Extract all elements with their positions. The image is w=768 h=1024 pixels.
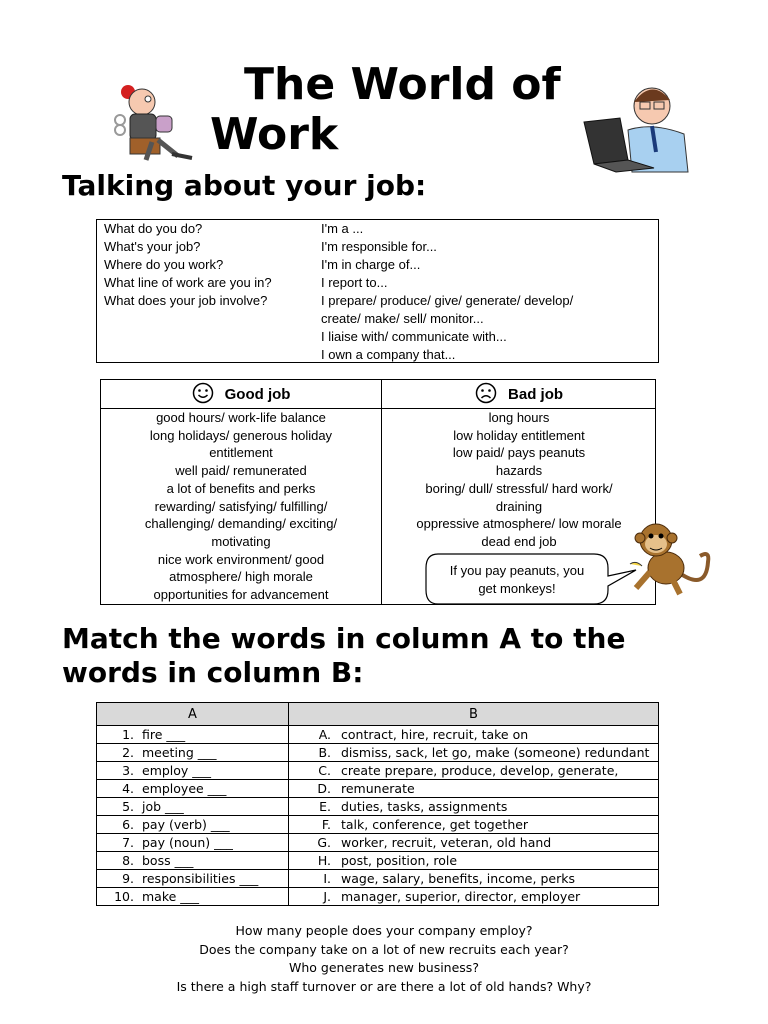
column-b-cell xyxy=(289,888,659,906)
column-b-words: dismiss, sack, let go, make (someone) redundant xyxy=(341,745,650,760)
answer-line: I liaise with/ communicate with... xyxy=(321,329,507,344)
answer-line: create/ make/ sell/ monitor... xyxy=(321,311,484,326)
column-a-word: pay (noun) ___ xyxy=(142,835,233,850)
column-a-header: A xyxy=(97,703,289,726)
answer-line: I'm a ... xyxy=(321,221,364,236)
discussion-question: Is there a high staff turnover or are there a lot of old hands? Why? xyxy=(176,978,592,994)
answer-line: I own a company that... xyxy=(321,347,456,362)
column-a-cell xyxy=(97,744,289,762)
questions-column xyxy=(104,220,272,310)
good-job-item: rewarding/ satisfying/ fulfilling/ xyxy=(154,498,328,514)
speech-bubble-line: get monkeys! xyxy=(478,581,556,596)
column-a-word: responsibilities ___ xyxy=(142,871,259,886)
row-letter: E. xyxy=(319,799,331,814)
discussion-question: Does the company take on a lot of new recruits each year? xyxy=(199,941,569,957)
column-b-cell xyxy=(289,798,659,816)
bad-job-item: dead end job xyxy=(481,533,557,549)
bad-job-label: Bad job xyxy=(508,386,564,403)
row-number: 5. xyxy=(122,799,134,814)
table-row xyxy=(97,834,659,852)
column-a-cell xyxy=(97,816,289,834)
matching-table xyxy=(96,702,659,906)
sad-face-icon xyxy=(475,382,497,408)
discussion-questions xyxy=(0,922,768,996)
row-number: 2. xyxy=(122,745,134,760)
row-letter: F. xyxy=(321,817,331,832)
table-row xyxy=(97,744,659,762)
section2-heading-line: Match the words in column A to the xyxy=(62,622,626,655)
answer-line: I'm in charge of... xyxy=(321,257,421,272)
column-b-words: contract, hire, recruit, take on xyxy=(341,727,529,742)
bad-job-item: oppressive atmosphere/ low morale xyxy=(416,516,622,532)
bad-job-item: low paid/ pays peanuts xyxy=(452,445,586,461)
column-b-words: worker, recruit, veteran, old hand xyxy=(341,835,552,850)
row-letter: C. xyxy=(318,763,331,778)
column-a-word: meeting ___ xyxy=(142,745,217,760)
discussion-question: How many people does your company employ? xyxy=(235,923,533,938)
good-job-item: good hours/ work-life balance xyxy=(156,410,326,425)
table-row xyxy=(97,888,659,906)
good-job-item: opportunities for advancement xyxy=(153,587,329,603)
title-line-2: Work xyxy=(210,109,339,160)
good-job-item: well paid/ remunerated xyxy=(175,463,307,479)
matching-table-body xyxy=(97,726,659,906)
column-a-word: fire ___ xyxy=(142,727,186,742)
column-a-word: employee ___ xyxy=(142,781,227,796)
column-b-words: duties, tasks, assignments xyxy=(341,799,508,814)
row-letter: J. xyxy=(323,889,331,904)
bad-job-item: boring/ dull/ stressful/ hard work/ xyxy=(425,480,613,496)
answers-column xyxy=(321,220,573,364)
good-job-item: entitlement xyxy=(209,445,273,461)
smiley-face-icon xyxy=(192,382,214,408)
column-b-words: create prepare, produce, develop, generate, xyxy=(341,763,619,778)
column-b-cell xyxy=(289,780,659,798)
column-b-cell xyxy=(289,852,659,870)
matching-table-header-row xyxy=(97,703,659,726)
table-row xyxy=(97,780,659,798)
good-job-list xyxy=(101,409,381,604)
row-number: 6. xyxy=(122,817,134,832)
column-b-cell xyxy=(289,762,659,780)
section1-heading: Talking about your job: xyxy=(62,169,427,202)
column-a-word: make ___ xyxy=(142,889,200,904)
row-letter: H. xyxy=(317,853,331,868)
question-line: What do you do? xyxy=(104,221,203,236)
column-b-words: wage, salary, benefits, income, perks xyxy=(341,871,575,886)
table-row xyxy=(97,762,659,780)
title-line-1: The World of xyxy=(244,59,561,110)
column-a-cell xyxy=(97,726,289,744)
column-b-cell xyxy=(289,870,659,888)
question-line: What does your job involve? xyxy=(104,293,268,308)
answer-line: I report to... xyxy=(321,275,388,290)
section2-heading xyxy=(62,622,625,690)
question-line: What's your job? xyxy=(104,239,201,254)
column-a-cell xyxy=(97,852,289,870)
bad-job-item: low holiday entitlement xyxy=(453,427,585,443)
man-at-laptop-clipart xyxy=(580,82,702,174)
job-phrases-box xyxy=(96,219,659,363)
column-a-cell xyxy=(97,870,289,888)
column-a-word: boss ___ xyxy=(142,853,194,868)
bad-job-header xyxy=(382,380,656,408)
column-b-cell xyxy=(289,816,659,834)
table-row xyxy=(97,870,659,888)
column-b-words: manager, superior, director, employer xyxy=(341,889,581,904)
question-line: What line of work are you in? xyxy=(104,275,272,290)
column-b-words: talk, conference, get together xyxy=(341,817,529,832)
answer-line: I prepare/ produce/ give/ generate/ develop/ xyxy=(321,293,574,308)
good-job-item: long holidays/ generous holiday xyxy=(149,427,333,443)
row-number: 7. xyxy=(122,835,134,850)
bad-job-item: long hours xyxy=(488,410,550,425)
table-row xyxy=(97,798,659,816)
speech-bubble-text xyxy=(430,562,604,598)
row-number: 8. xyxy=(122,853,134,868)
row-number: 3. xyxy=(122,763,134,778)
monkey-clipart xyxy=(626,512,716,598)
column-a-cell xyxy=(97,798,289,816)
good-job-item: nice work environment/ good xyxy=(157,551,325,567)
column-b-cell xyxy=(289,744,659,762)
good-job-item: a lot of benefits and perks xyxy=(166,480,316,496)
column-a-word: job ___ xyxy=(142,799,184,814)
good-job-item: challenging/ demanding/ exciting/ xyxy=(144,516,338,532)
row-number: 10. xyxy=(114,889,134,904)
column-a-cell xyxy=(97,762,289,780)
question-line: Where do you work? xyxy=(104,257,224,272)
good-job-item: atmosphere/ high morale xyxy=(169,569,313,585)
good-job-label: Good job xyxy=(224,386,291,403)
section2-heading-line: words in column B: xyxy=(62,656,364,689)
row-letter: I. xyxy=(323,871,331,886)
table-row xyxy=(97,852,659,870)
column-a-cell xyxy=(97,780,289,798)
column-a-word: pay (verb) ___ xyxy=(142,817,230,832)
column-a-cell xyxy=(97,834,289,852)
row-number: 9. xyxy=(122,871,134,886)
row-number: 4. xyxy=(122,781,134,796)
column-b-words: remunerate xyxy=(341,781,415,796)
walking-businessman-clipart xyxy=(108,80,198,162)
column-b-header: B xyxy=(289,703,659,726)
good-job-item: motivating xyxy=(211,533,271,549)
row-letter: A. xyxy=(318,727,331,742)
bad-job-item: hazards xyxy=(495,463,543,479)
column-b-cell xyxy=(289,834,659,852)
column-a-word: employ ___ xyxy=(142,763,212,778)
table-row xyxy=(97,816,659,834)
speech-bubble-line: If you pay peanuts, you xyxy=(449,563,585,578)
answer-line: I'm responsible for... xyxy=(321,239,437,254)
good-job-header xyxy=(101,380,381,408)
row-number: 1. xyxy=(122,727,134,742)
bad-job-item: draining xyxy=(495,498,543,514)
column-a-cell xyxy=(97,888,289,906)
column-b-cell xyxy=(289,726,659,744)
bad-job-list xyxy=(382,409,656,551)
discussion-question: Who generates new business? xyxy=(289,960,479,975)
column-b-words: post, position, role xyxy=(341,853,458,868)
table-row xyxy=(97,726,659,744)
row-letter: G. xyxy=(317,835,331,850)
row-letter: B. xyxy=(318,745,331,760)
row-letter: D. xyxy=(317,781,331,796)
